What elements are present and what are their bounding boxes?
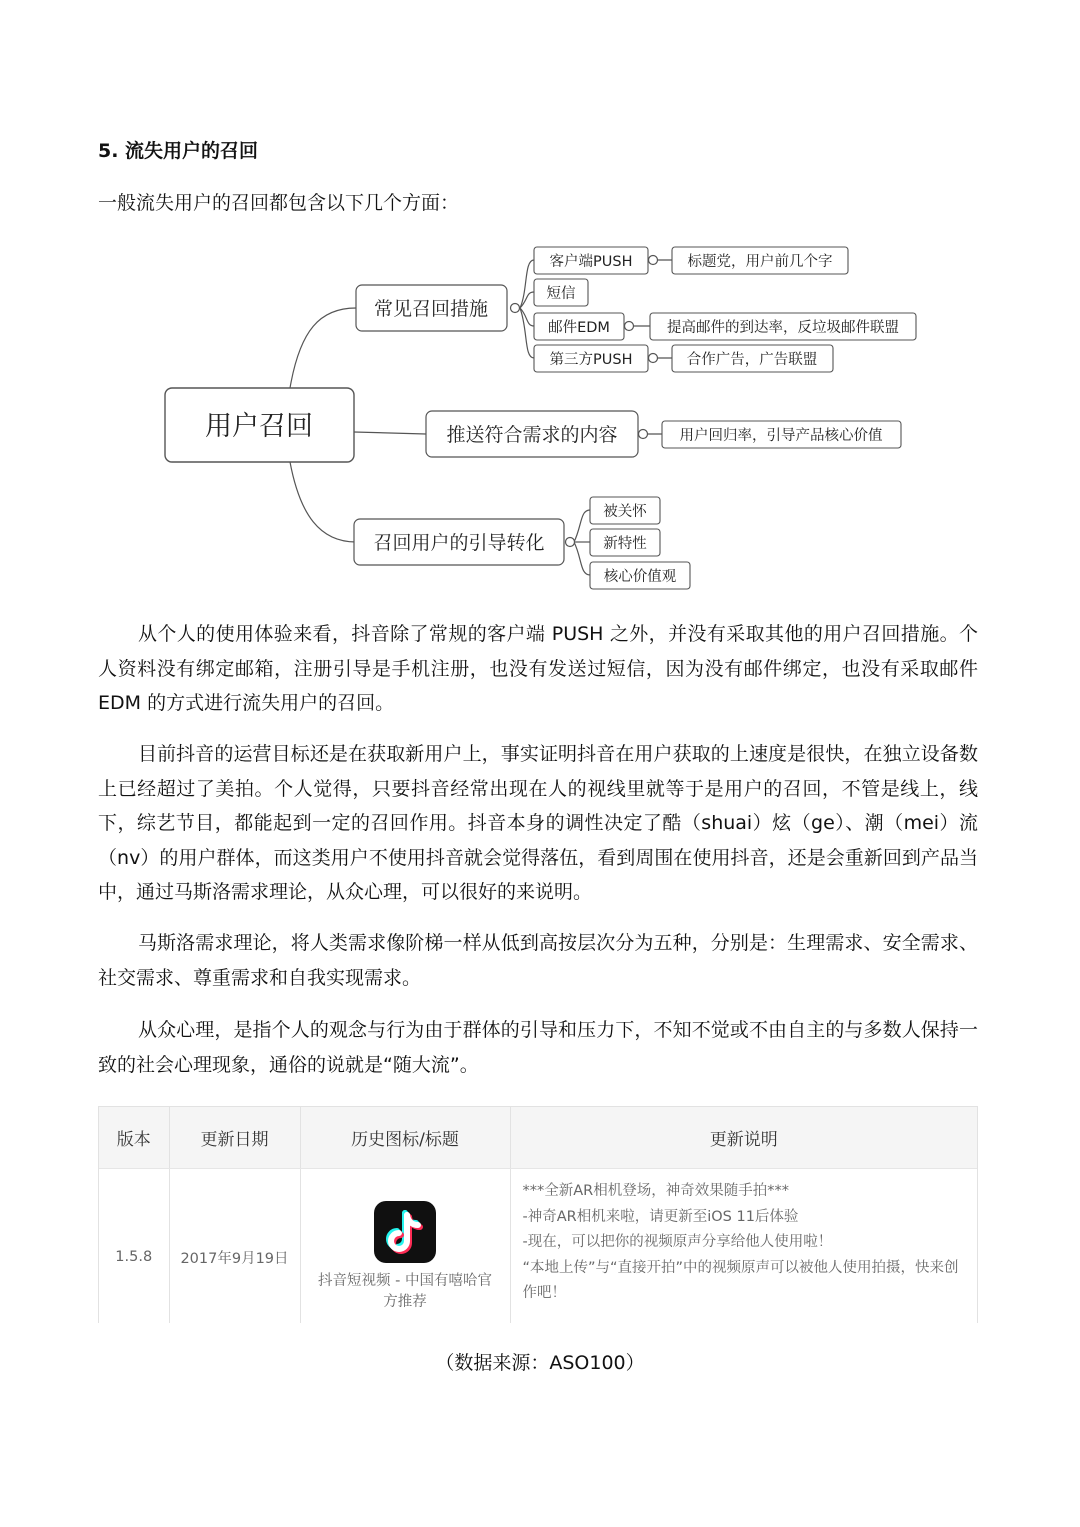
date-cell: 2017年9月19日 bbox=[169, 1169, 300, 1324]
svg-text:新特性: 新特性 bbox=[603, 536, 647, 552]
mindmap-leaf-node bbox=[534, 247, 648, 274]
svg-text:短信: 短信 bbox=[546, 286, 576, 302]
mindmap-diagram bbox=[0, 230, 1080, 600]
column-header-date: 更新日期 bbox=[169, 1107, 300, 1169]
intro-text: 一般流失用户的召回都包含以下几个方面： bbox=[98, 192, 460, 214]
notes-cell bbox=[510, 1169, 977, 1324]
column-header-icon-title: 历史图标/标题 bbox=[300, 1107, 510, 1169]
tiktok-app-icon bbox=[374, 1201, 436, 1263]
mindmap-leaf-node bbox=[534, 313, 624, 340]
note-line: -神奇AR相机来啦，请更新至iOS 11后体验 bbox=[522, 1208, 799, 1225]
svg-text:用户召回: 用户召回 bbox=[205, 411, 313, 442]
body-paragraph: 马斯洛需求理论，将人类需求像阶梯一样从低到高按层次分为五种，分别是：生理需求、安全需求、社交需求、尊重需求和自我实现需求。 bbox=[98, 932, 978, 989]
body-paragraph: 从个人的使用体验来看，抖音除了常规的客户端 PUSH 之外，并没有采取其他的用户召回措施。个人资料没有绑定邮箱，注册引导是手机注册，也没有发送过短信，因为没有邮件绑定，也没有采取邮件 EDM 的方式进行流失用户的召回。 bbox=[98, 623, 978, 714]
svg-text:常见召回措施: 常见召回措施 bbox=[373, 298, 489, 320]
svg-text:合作广告，广告联盟: 合作广告，广告联盟 bbox=[686, 352, 818, 368]
svg-text:被关怀: 被关怀 bbox=[603, 504, 647, 520]
svg-text:客户端PUSH: 客户端PUSH bbox=[549, 254, 633, 270]
version-history-table bbox=[98, 1106, 978, 1323]
version-cell: 1.5.8 bbox=[99, 1169, 169, 1324]
column-header-notes: 更新说明 bbox=[510, 1107, 977, 1169]
note-line: “本地上传”与“直接开拍”中的视频原声可以被他人使用拍摄，快来创作吧！ bbox=[522, 1259, 959, 1301]
note-line: ***全新AR相机登场，神奇效果随手拍*** bbox=[522, 1183, 789, 1199]
body-paragraph: 目前抖音的运营目标还是在获取新用户上，事实证明抖音在用户获取的上速度是很快，在独立设备数上已经超过了美拍。个人觉得，只要抖音经常出现在人的视线里就等于是用户的召回，不管是线上，线下，综艺节目，都能起到一定的召回作用。抖音本身的调性决定了酷（shuai）炫（ge）、潮（mei）流（nv）的用户群体，而这类用户不使用抖音就会觉得落伍，看到周围在使用抖音，还是会重新回到产品当中，通过马斯洛需求理论，从众心理，可以很好的来说明。 bbox=[98, 743, 978, 903]
mindmap-leaf-node bbox=[534, 279, 588, 306]
mindmap-leaf-node bbox=[590, 562, 690, 589]
svg-text:核心价值观: 核心价值观 bbox=[603, 569, 677, 585]
svg-text:邮件EDM: 邮件EDM bbox=[548, 320, 610, 336]
mindmap-note-node bbox=[672, 345, 833, 372]
mindmap-leaf-node bbox=[590, 529, 660, 556]
mindmap-leaf-node bbox=[590, 497, 660, 524]
column-header-version: 版本 bbox=[99, 1107, 169, 1169]
mindmap-leaf-node bbox=[534, 345, 648, 372]
app-title: 抖音短视频 - 中国有嘻哈官方推荐 bbox=[318, 1273, 492, 1310]
mindmap-branch-node bbox=[426, 411, 638, 457]
svg-text:标题党，用户前几个字: 标题党，用户前几个字 bbox=[687, 254, 833, 270]
data-source-caption: （数据来源：ASO100） bbox=[435, 1352, 645, 1374]
svg-text:第三方PUSH: 第三方PUSH bbox=[549, 352, 633, 368]
body-paragraph: 从众心理，是指个人的观念与行为由于群体的引导和压力下，不知不觉或不由自主的与多数人保持一致的社会心理现象，通俗的说就是“随大流”。 bbox=[98, 1019, 978, 1076]
mindmap-note-node bbox=[650, 313, 916, 340]
svg-text:提高邮件的到达率，反垃圾邮件联盟: 提高邮件的到达率，反垃圾邮件联盟 bbox=[667, 320, 899, 336]
icon-title-cell bbox=[300, 1169, 510, 1324]
mindmap-branch-node bbox=[356, 285, 507, 331]
svg-text:推送符合需求的内容: 推送符合需求的内容 bbox=[446, 424, 618, 446]
mindmap-note-node bbox=[672, 247, 848, 274]
svg-text:用户回归率，引导产品核心价值: 用户回归率，引导产品核心价值 bbox=[679, 428, 883, 444]
svg-text:召回用户的引导转化: 召回用户的引导转化 bbox=[373, 532, 545, 554]
section-heading: 5. 流失用户的召回 bbox=[98, 140, 259, 162]
table-row bbox=[99, 1169, 977, 1324]
note-line: -现在，可以把你的视频原声分享给他人使用啦！ bbox=[522, 1234, 833, 1250]
table-header-row bbox=[99, 1107, 977, 1169]
mindmap-root-node bbox=[165, 388, 354, 462]
mindmap-branch-node bbox=[354, 519, 564, 565]
mindmap-note-node bbox=[662, 421, 901, 448]
